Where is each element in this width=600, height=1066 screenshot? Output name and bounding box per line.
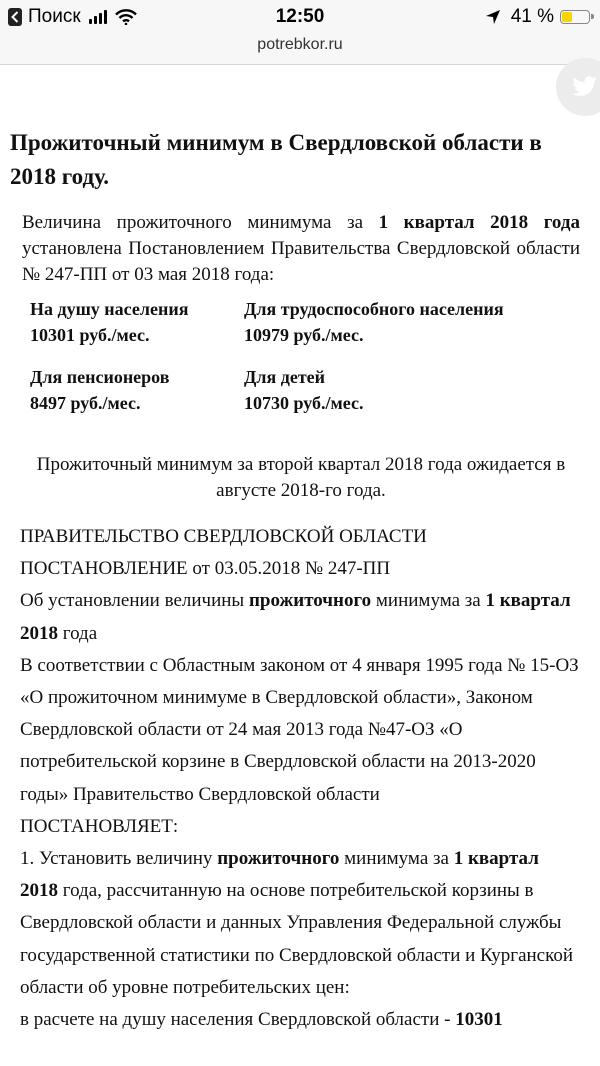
url-domain: potrebkor.ru bbox=[257, 36, 343, 53]
decree-point-1: 1. Установить величину прожиточного минимума за 1 квартал 2018 года, рассчитанную на основе потребительской корзины в Свердловской области и данных Управления Федеральной службы государственной статистики по Свердловской области и Курганской области об уровне потребительских цен: bbox=[20, 848, 574, 998]
decree-preamble: В соответствии с Областным законом от 4 января 1995 года № 15-ОЗ «О прожиточном минимуме в Свердловской области», Законом Свердловской области от 24 мая 2013 года №47-ОЗ «О потребительской корзине в Свердловской области на 2013-2020 годы» Правительство Свердловской области bbox=[20, 654, 579, 805]
category-per-capita: На душу населения 10301 руб./мес. bbox=[30, 299, 189, 345]
decree-decides: ПОСТАНОВЛЯЕТ: bbox=[20, 815, 179, 837]
expected-note: Прожиточный минимум за второй квартал 2018 года ожидается в августе 2018-го года. bbox=[36, 454, 566, 501]
category-working-age: Для трудоспособного населения 10979 руб./мес. bbox=[244, 299, 504, 345]
battery-icon bbox=[560, 10, 590, 24]
intro-paragraph: Величина прожиточного минимума за 1 квартал 2018 года установлена Постановлением Правительства Свердловской области № 247-ПП от 03 мая 2018 года: bbox=[22, 212, 580, 285]
twitter-share-button[interactable] bbox=[556, 58, 600, 116]
article-title: Прожиточный минимум в Свердловской области в 2018 году. bbox=[10, 130, 542, 189]
clock: 12:50 bbox=[275, 6, 325, 27]
category-pensioners: Для пенсионеров 8497 руб./мес. bbox=[30, 367, 170, 413]
quarter-highlight: 1 квартал 2018 года bbox=[378, 212, 580, 233]
decree-line: ПРАВИТЕЛЬСТВО СВЕРДЛОВСКОЙ ОБЛАСТИ bbox=[20, 526, 427, 547]
decree-text bbox=[20, 521, 580, 1036]
decree-point-2: в расчете на душу населения Свердловской области - 10301 bbox=[20, 1009, 503, 1031]
location-arrow-icon bbox=[485, 9, 501, 25]
url-bar[interactable] bbox=[0, 34, 600, 65]
decree-subject: Об установлении величины прожиточного минимума за 1 квартал 2018 года bbox=[20, 590, 571, 644]
back-app-label: Поиск bbox=[28, 6, 81, 27]
battery-percent: 41 % bbox=[510, 6, 554, 27]
twitter-icon bbox=[572, 76, 598, 98]
decree-line: ПОСТАНОВЛЕНИЕ от 03.05.2018 № 247-ПП bbox=[20, 558, 391, 580]
category-children: Для детей 10730 руб./мес. bbox=[244, 367, 364, 413]
status-bar bbox=[0, 0, 600, 34]
